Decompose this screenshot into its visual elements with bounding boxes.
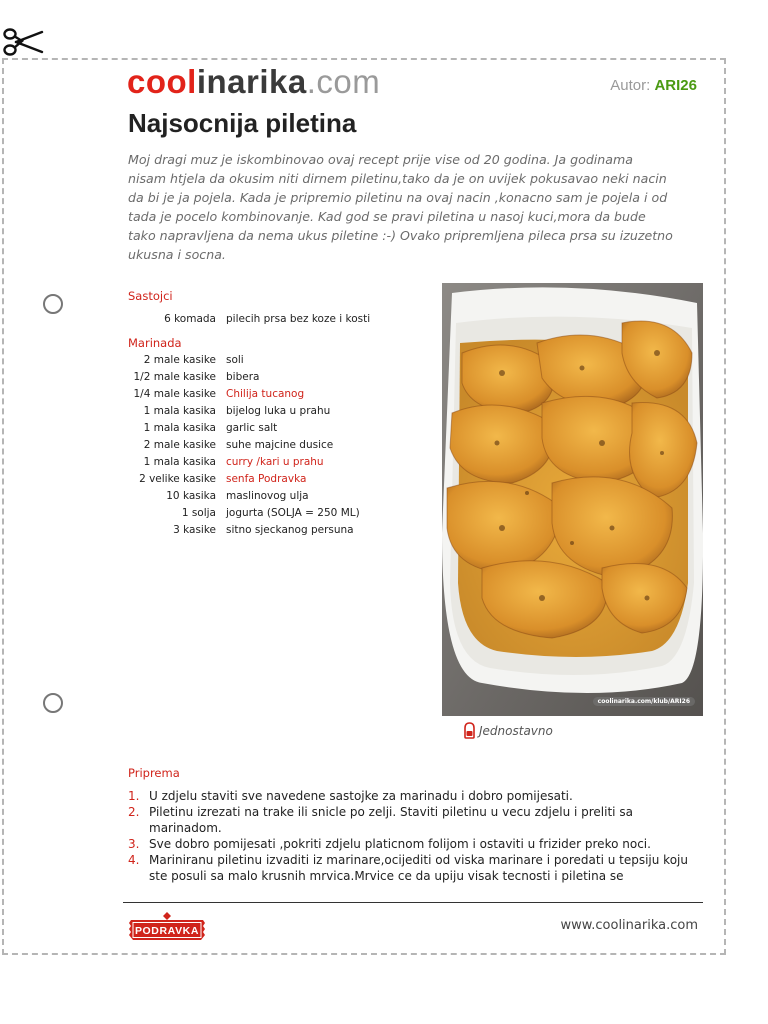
logo-part-cool: cool [127, 63, 197, 100]
marinade-row [128, 487, 360, 504]
step-text: Mariniranu piletinu izvaditi iz marinare,ocijediti od viska marinare i poredati u tepsiju koju ste posuli sa malo krusnih mrvica.Mrvice ce da upiju visak tecnosti i piletina se [149, 853, 688, 883]
ingredient-item: pilecih prsa bez koze i kosti [226, 312, 371, 325]
step-text: U zdjelu staviti sve navedene sastojke za marinadu i dobro pomijesati. [149, 789, 573, 803]
difficulty-label: Jednostavno [479, 723, 553, 738]
scissors-icon [2, 24, 44, 60]
marinade-qty: 1 mala kasika [143, 404, 216, 417]
binder-hole-bottom [43, 693, 63, 713]
author-line [610, 77, 697, 94]
marinade-qty: 2 male kasike [143, 353, 216, 366]
recipe-title: Najsocnija piletina [128, 108, 357, 138]
preparation-steps [128, 788, 688, 884]
marinade-item: sitno sjeckanog persuna [226, 523, 354, 536]
podravka-logo[interactable] [127, 910, 207, 942]
marinade-row [128, 351, 360, 368]
author-name-link[interactable]: ARI26 [654, 77, 697, 94]
footer-divider [123, 902, 703, 903]
step-text: Piletinu izrezati na trake ili snicle po zelji. Staviti piletinu u vecu zdjelu i preliti sa marinadom. [149, 805, 633, 835]
podravka-logo-crest [163, 912, 171, 920]
step-item [128, 804, 688, 836]
marinade-qty: 1/2 male kasike [133, 370, 216, 383]
ingredients-table [128, 310, 370, 327]
step-item [128, 788, 688, 804]
marinade-row [128, 453, 360, 470]
marinade-qty: 1 mala kasika [143, 455, 216, 468]
marinade-qty: 3 kasike [173, 523, 216, 536]
step-number: 1. [128, 789, 140, 803]
marinade-row [128, 385, 360, 402]
marinade-row [128, 504, 360, 521]
marinade-qty: 2 velike kasike [139, 472, 216, 485]
chef-hat-icon [463, 722, 476, 739]
marinade-item: garlic salt [226, 421, 278, 434]
marinade-row [128, 402, 360, 419]
step-item [128, 836, 688, 852]
step-number: 3. [128, 837, 140, 851]
recipe-intro: Moj dragi muz je iskombinovao ovaj recept prije vise od 20 godina. Ja godinama nisam htjela da okusim niti dirnem piletinu,tako da je on uvijek pokusavao neki nacin da bi je ja pojela. Kada je pripremio piletinu na ovaj nacin ,konacno sam je pojela i od tada je pocelo kombinovanje. Kad god se pravi piletina u nasoj kuci,mora da bude tako napravljena da nema ukus piletine :-) Ovako pripremljena pileca prsa su izuzetno ukusna i socna. [128, 152, 673, 262]
binder-hole-top [43, 294, 63, 314]
marinade-row [128, 470, 360, 487]
coolinarika-logo[interactable] [127, 64, 380, 100]
marinade-row [128, 436, 360, 453]
marinade-qty: 1/4 male kasike [133, 387, 216, 400]
photo-watermark: coolinarika.com/klub/ARI26 [593, 697, 695, 706]
marinade-item: bijelog luka u prahu [226, 404, 331, 417]
difficulty-indicator [463, 722, 553, 739]
marinade-item-link[interactable]: curry /kari u prahu [226, 455, 324, 468]
step-item [128, 852, 688, 884]
author-label: Autor: [610, 77, 651, 94]
ingredient-qty: 6 komada [164, 312, 216, 325]
podravka-logo-text: PODRAVKA [134, 925, 200, 937]
marinade-qty: 1 solja [181, 506, 216, 519]
marinade-row [128, 419, 360, 436]
marinade-item: jogurta (SOLJA = 250 ML) [226, 506, 360, 519]
logo-part-com: .com [306, 63, 381, 100]
marinade-qty: 10 kasika [166, 489, 216, 502]
step-number: 4. [128, 853, 140, 867]
marinade-item: maslinovog ulja [226, 489, 309, 502]
marinade-item: suhe majcine dusice [226, 438, 334, 451]
step-number: 2. [128, 805, 140, 819]
marinade-table [128, 351, 360, 538]
marinade-item: bibera [226, 370, 260, 383]
marinade-item-link[interactable]: Chilija tucanog [226, 387, 305, 400]
marinade-item: soli [226, 353, 244, 366]
marinade-row [128, 521, 360, 538]
marinade-qty: 1 mala kasika [143, 421, 216, 434]
recipe-photo-image [442, 283, 703, 716]
logo-part-inarika: inarika [196, 63, 307, 100]
marinade-row [128, 368, 360, 385]
recipe-photo [442, 283, 703, 716]
marinade-qty: 2 male kasike [143, 438, 216, 451]
preparation-heading: Priprema [128, 766, 180, 780]
step-text: Sve dobro pomijesati ,pokriti zdjelu platicnom folijom i ostaviti u frizider preko noci. [149, 837, 651, 851]
ingredients-heading: Sastojci [128, 289, 173, 303]
marinade-heading: Marinada [128, 336, 182, 350]
website-link[interactable]: www.coolinarika.com [560, 918, 698, 933]
ingredient-row [128, 310, 370, 327]
marinade-item-link[interactable]: senfa Podravka [226, 472, 307, 485]
